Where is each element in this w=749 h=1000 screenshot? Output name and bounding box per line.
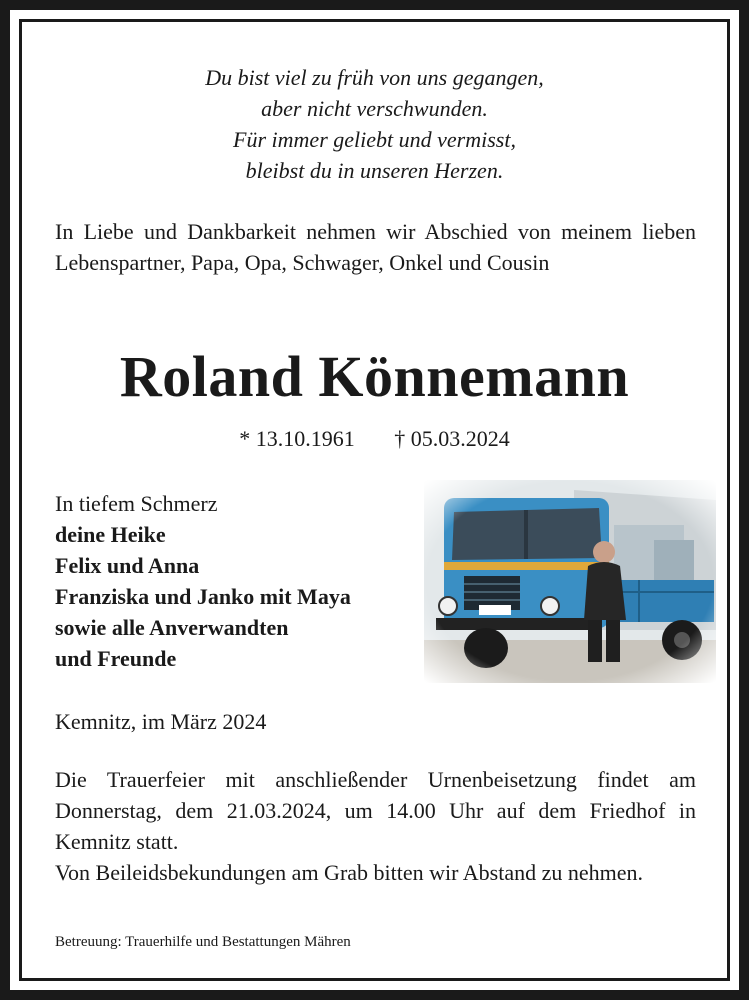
mourner-name: deine Heike [55, 522, 166, 547]
truck-photo-icon [424, 480, 716, 683]
place-and-date: Kemnitz, im März 2024 [55, 709, 267, 734]
memorial-verse [22, 62, 727, 186]
service-paragraph: Von Beileidsbekundungen am Grab bitten wir Abstand zu nehmen. [55, 860, 643, 885]
verse-line: bleibst du in unseren Herzen. [245, 158, 504, 183]
life-dates [22, 424, 727, 454]
verse-line: Du bist viel zu früh von uns gegangen, [205, 65, 544, 90]
verse-line: aber nicht verschwunden. [261, 96, 488, 121]
truck-photo [424, 480, 716, 683]
funeral-service-info [55, 764, 696, 888]
deceased-name: Roland Könnemann [119, 344, 630, 409]
verse-line: Für immer geliebt und vermisst, [233, 127, 516, 152]
service-paragraph: Die Trauerfeier mit anschließender Urnenbeisetzung findet am Donnerstag, dem 21.03.2024, um 14.00 Uhr auf dem Friedhof in Kemnitz statt. [55, 767, 696, 854]
farewell-intro: In Liebe und Dankbarkeit nehmen wir Abschied von meinem lieben Lebenspartner, Papa, Opa, Schwager, Onkel und Cousin [55, 219, 696, 275]
mourner-name: sowie alle Anverwandten [55, 615, 289, 640]
mourner-name: Franziska und Janko mit Maya [55, 584, 351, 609]
funeral-home-credit: Betreuung: Trauerhilfe und Bestattungen Mähren [55, 934, 351, 950]
mourners-list [55, 488, 435, 674]
mourner-name: Felix und Anna [55, 553, 200, 578]
obituary-border [19, 19, 730, 981]
death-date: † 05.03.2024 [394, 426, 510, 451]
mourners-opening: In tiefem Schmerz [55, 491, 218, 516]
birth-date: * 13.10.1961 [239, 426, 355, 451]
obituary-frame [10, 10, 739, 990]
mourner-name: und Freunde [55, 646, 177, 671]
